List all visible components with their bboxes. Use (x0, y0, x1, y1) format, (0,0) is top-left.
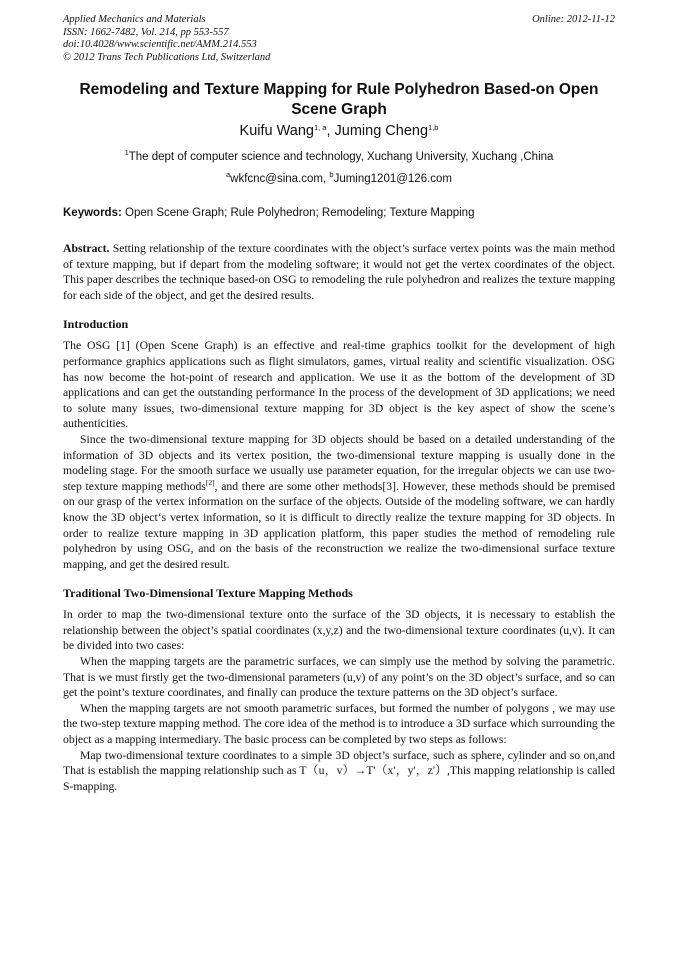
author-1-affil: 1, a (313, 123, 327, 132)
author-line (63, 122, 615, 140)
journal-name: Applied Mechanics and Materials (63, 14, 206, 25)
intro-paragraph-2 (63, 432, 615, 572)
intro-p2-part-b: , and there are some other methods[3]. However, these methods should be premised on our grasp of the vertex information on the surface of the objects. Outside of the modeling software, we can hardly know the 3D object‘s vertex information, so it is difficult to directly realize the texture mapping for 3D objects. In order to realize texture mapping in 3D application platform, this paper studies the method of remodeling rule polyhedron by using OSG, and on the basis of the reconstruction we realize the two-dimensional surface texture mapping, and get the desired result. (63, 479, 616, 571)
abstract-text: Setting relationship of the texture coordinates with the object’s surface vertex points was the main method of texture mapping, but if depart from the modeling software; it would not get the vertex coordinates of the object. This paper describes the technique based-on OSG to remodeling the rule polyhedron and realizes the texture mapping for each side of the object, and get the desired results. (63, 242, 616, 302)
email-a[interactable]: wkfcnc@sina.com, (230, 173, 327, 185)
online-date: Online: 2012-11-12 (532, 14, 615, 25)
traditional-paragraph-3: When the mapping targets are not smooth parametric surfaces, but formed the number of polygons , we may use the two-step texture mapping method. The core idea of the method is to introduce a 3D surface which surrounding the object as a mapping intermediary. The basic process can be completed by two steps as follows: (63, 701, 615, 747)
affiliation-mark: 1 (124, 148, 129, 157)
doi-line: doi:10.4028/www.scientific.net/AMM.214.553 (63, 39, 257, 50)
keywords (63, 206, 615, 220)
email-b[interactable]: Juming1201@126.com (333, 173, 453, 185)
traditional-heading: Traditional Two-Dimensional Texture Mapping Methods (63, 586, 353, 601)
abstract-label: Abstract. (63, 242, 110, 255)
affiliation (63, 150, 615, 164)
intro-paragraph-1: The OSG [1] (Open Scene Graph) is an effective and real-time graphics toolkit for the development of high performance graphics applications such as flight simulators, games, virtual reality and scientific visualization. OSG has now become the hot-point of research and application. We use it as the bottom of the development of 3D applications and can get the outstanding performance In the process of the development of 3D applications; we need to solute many issues, two-dimensional texture mapping for 3D object is the key aspect of show the scene’s authenticities. (63, 339, 615, 431)
journal-header (63, 14, 615, 64)
issn-line: ISSN: 1662-7482, Vol. 214, pp 553-557 (63, 26, 229, 38)
traditional-paragraph-4: Map two-dimensional texture coordinates to a simple 3D object’s surface, such as sphere, cylinder and so on,and That is establish the mapping relationship such as T（u，v）→T'（x'，y'，z'）,This mapping relationship is called S-mapping. (63, 748, 615, 793)
email-a-mark: a (225, 170, 231, 179)
author-2: Juming Cheng (334, 123, 429, 139)
traditional-paragraph-2: When the mapping targets are the parametric surfaces, we can simply use the method by solving the parametric. That is we must firstly get the two-dimensional parameters (u,v) of any point’s on the 3D object’s surface, and so can get the point’s texture coordinates, and finally can produce the texture patterns on the 3D object’s surface. (63, 655, 615, 700)
author-1: Kuifu Wang (239, 123, 314, 139)
citation-2: [2] (205, 477, 215, 487)
copyright-line: © 2012 Trans Tech Publications Ltd, Switzerland (63, 51, 271, 63)
author-2-affil: 1,b (428, 123, 439, 132)
keywords-label: Keywords: (63, 207, 122, 219)
paper-title: Remodeling and Texture Mapping for Rule Polyhedron Based-on Open Scene Graph (79, 81, 599, 118)
introduction-heading: Introduction (63, 317, 129, 332)
affiliation-text: The dept of computer science and technology, Xuchang University, Xuchang ,China (128, 151, 554, 163)
paper-body (63, 241, 615, 794)
intro-p2-part-a: Since the two-dimensional texture mapping for 3D objects should be based on a detailed understanding of the information of 3D objects and its vertex position, the two-dimensional texture mapping is usually done in the modeling stage. For the smooth surface we usually use parameter equation, for the irregular objects we can use two-step texture mapping methods (63, 432, 615, 493)
email-line (63, 172, 615, 186)
email-b-mark: b (329, 170, 334, 179)
keywords-text: Open Scene Graph; Rule Polyhedron; Remodeling; Texture Mapping (125, 207, 475, 219)
abstract (63, 241, 615, 303)
traditional-paragraph-1: In order to map the two-dimensional texture onto the surface of the 3D objects, it is necessary to establish the relationship between the object’s spatial coordinates (x,y,z) and the two-dimensional texture coordinates (u,v). It can be divided into two cases: (63, 608, 615, 653)
author-separator: , (326, 123, 335, 139)
